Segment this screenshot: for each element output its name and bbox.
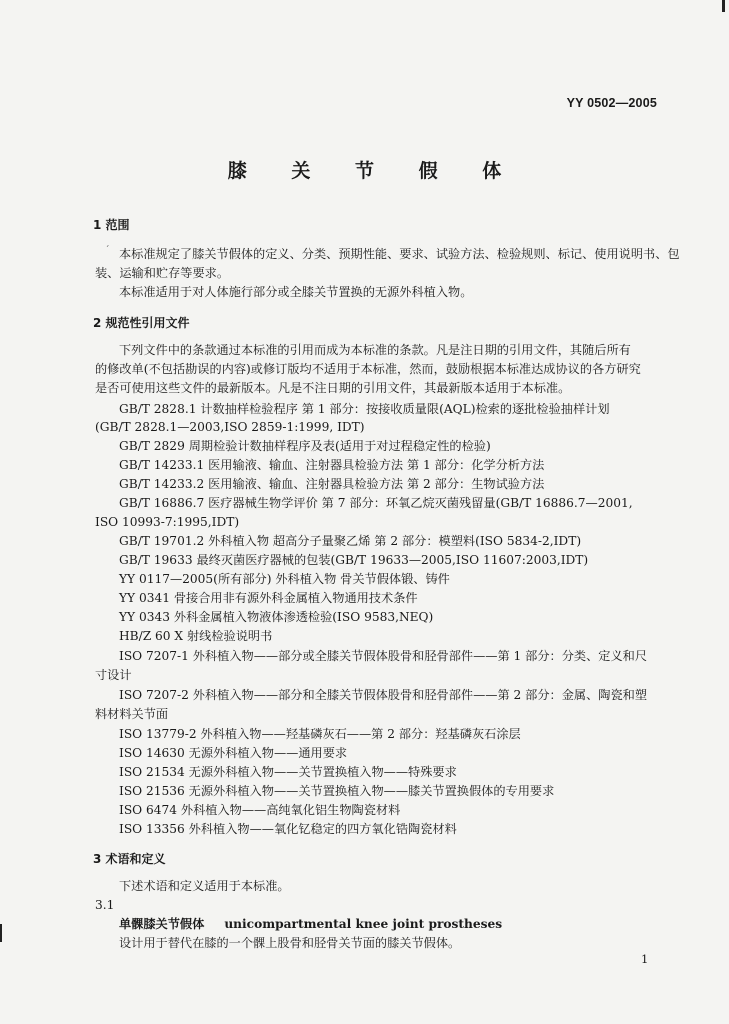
ref-line: GB/T 14233.1 医用输液、输血、注射器具检验方法 第 1 部分：化学分析方法	[119, 458, 545, 472]
standard-number: YY 0502—2005	[566, 96, 657, 110]
normative-intro-line-1: 下列文件中的条款通过本标准的引用而成为本标准的条款。凡是注日期的引用文件，其随后所有	[119, 343, 631, 357]
ref-line: ISO 7207-2 外科植入物——部分和全膝关节假体股骨和胫骨部件——第 2 部分：金属、陶瓷和塑	[119, 688, 648, 702]
term-en: unicompartmental knee joint prostheses	[224, 917, 503, 931]
terms-intro: 下述术语和定义适用于本标准。	[119, 879, 290, 893]
ref-line: 寸设计	[95, 668, 132, 682]
scan-speck: ˊ	[105, 246, 110, 256]
document-title: 膝 关 节 假 体	[227, 160, 521, 182]
ref-line: ISO 7207-1 外科植入物——部分或全膝关节假体股骨和胫骨部件——第 1 部分：分类、定义和尺	[119, 649, 648, 663]
scan-edge-left	[0, 924, 2, 942]
ref-line: ISO 21536 无源外科植入物——关节置换植入物——膝关节置换假体的专用要求	[119, 784, 555, 798]
ref-line: GB/T 2828.1 计数抽样检验程序 第 1 部分：按接收质量限(AQL)检索的逐批检验抽样计划	[119, 402, 610, 416]
ref-line: ISO 14630 无源外科植入物——通用要求	[119, 746, 348, 760]
ref-line: ISO 13356 外科植入物——氧化钇稳定的四方氧化锆陶瓷材料	[119, 822, 457, 836]
ref-line: ISO 10993-7:1995,IDT)	[95, 515, 240, 529]
scope-para-2: 本标准适用于对人体施行部分或全膝关节置换的无源外科植入物。	[119, 285, 473, 299]
page-number: 1	[641, 952, 649, 966]
ref-line: GB/T 19633 最终灭菌医疗器械的包装(GB/T 19633—2005,ISO 11607:2003,IDT)	[119, 553, 589, 567]
ref-line: 料材料关节面	[95, 707, 169, 721]
ref-line: (GB/T 2828.1—2003,ISO 2859-1:1999, IDT)	[95, 420, 365, 434]
ref-line: YY 0341 骨接合用非有源外科金属植入物通用技术条件	[119, 591, 418, 605]
term-definition: 设计用于替代在膝的一个髁上股骨和胫骨关节面的膝关节假体。	[119, 936, 461, 950]
normative-intro-line-3: 是否可使用这些文件的最新版本。凡是不注日期的引用文件，其最新版本适用于本标准。	[95, 381, 571, 395]
term-cn: 单髁膝关节假体	[119, 917, 205, 931]
section-3-heading: 3 术语和定义	[93, 852, 166, 866]
section-1-heading: 1 范围	[93, 218, 130, 232]
ref-line: GB/T 2829 周期检验计数抽样程序及表(适用于对过程稳定性的检验)	[119, 439, 491, 453]
ref-line: GB/T 16886.7 医疗器械生物学评价 第 7 部分：环氧乙烷灭菌残留量(GB/T 16886.7—2001,	[119, 496, 633, 510]
normative-intro-line-2: 的修改单(不包括勘误的内容)或修订版均不适用于本标准，然而，鼓励根据本标准达成协议的各方研究	[95, 362, 641, 376]
scope-para-line-1: 本标准规定了膝关节假体的定义、分类、预期性能、要求、试验方法、检验规则、标记、使用说明书、包	[119, 247, 680, 261]
clause-number: 3.1	[95, 898, 115, 912]
ref-line: GB/T 19701.2 外科植入物 超高分子量聚乙烯 第 2 部分：模塑料(ISO 5834-2,IDT)	[119, 534, 582, 548]
section-2-heading: 2 规范性引用文件	[93, 316, 190, 330]
ref-line: HB/Z 60 X 射线检验说明书	[119, 629, 273, 643]
ref-line: YY 0343 外科金属植入物液体渗透检验(ISO 9583,NEQ)	[119, 610, 434, 624]
ref-line: GB/T 14233.2 医用输液、输血、注射器具检验方法 第 2 部分：生物试验方法	[119, 477, 545, 491]
ref-line: ISO 6474 外科植入物——高纯氧化铝生物陶瓷材料	[119, 803, 401, 817]
scan-edge-top-right	[722, 0, 725, 12]
ref-line: YY 0117—2005(所有部分) 外科植入物 骨关节假体锻、铸件	[119, 572, 450, 586]
scope-para-line-2: 装、运输和贮存等要求。	[95, 266, 230, 280]
term-line	[119, 915, 502, 933]
ref-line: ISO 21534 无源外科植入物——关节置换植入物——特殊要求	[119, 765, 457, 779]
ref-line: ISO 13779-2 外科植入物——羟基磷灰石——第 2 部分：羟基磷灰石涂层	[119, 727, 521, 741]
